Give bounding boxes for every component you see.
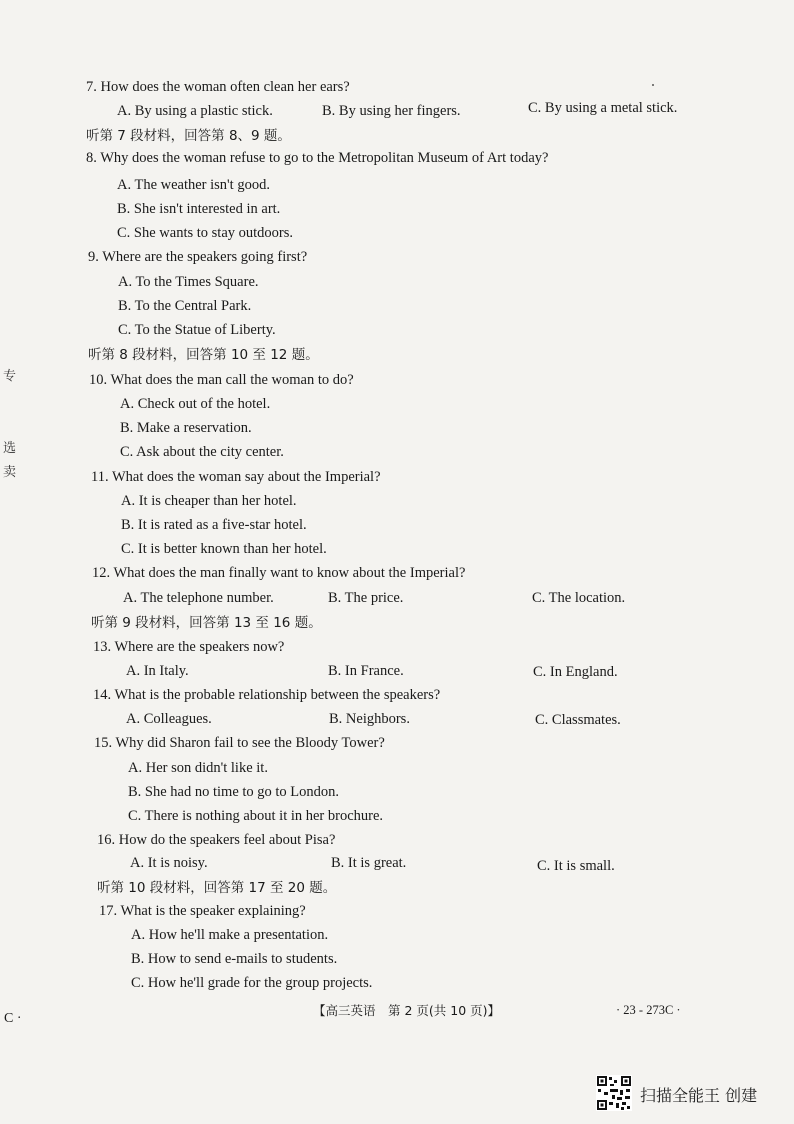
question-15: 15. Why did Sharon fail to see the Bloody Tower? <box>94 735 385 751</box>
q8-option-c: C. She wants to stay outdoors. <box>117 225 294 241</box>
question-12: 12. What does the man finally want to know about the Imperial? <box>92 565 466 581</box>
question-17: 17. What is the speaker explaining? <box>99 903 306 919</box>
section-instruction-7: 听第 7 段材料，回答第 8、9 题。 <box>86 128 291 144</box>
scanner-watermark-label: 扫描全能王 创建 <box>640 1086 758 1105</box>
q14-option-b: B. Neighbors. <box>329 711 410 727</box>
q11-option-a: A. It is cheaper than her hotel. <box>121 493 297 509</box>
q17-option-c: C. How he'll grade for the group projects. <box>131 975 373 991</box>
q8-option-b: B. She isn't interested in art. <box>117 201 281 217</box>
q12-option-a: A. The telephone number. <box>123 590 274 606</box>
q17-option-b: B. How to send e-mails to students. <box>131 951 338 967</box>
q8-option-a: A. The weather isn't good. <box>117 177 270 193</box>
question-9: 9. Where are the speakers going first? <box>88 249 308 265</box>
q10-option-a: A. Check out of the hotel. <box>120 396 271 412</box>
q7-option-a: A. By using a plastic stick. <box>117 103 273 119</box>
footer-left-mark: C · <box>4 1011 22 1026</box>
question-7: 7. How does the woman often clean her ears? <box>86 79 350 95</box>
margin-char-3: 卖 <box>3 465 17 480</box>
question-14: 14. What is the probable relationship between the speakers? <box>93 687 441 703</box>
q16-option-b: B. It is great. <box>331 855 407 871</box>
q11-option-c: C. It is better known than her hotel. <box>121 541 327 557</box>
q13-option-c: C. In England. <box>533 664 618 680</box>
speck <box>652 84 654 86</box>
q10-option-b: B. Make a reservation. <box>120 420 252 436</box>
q9-option-a: A. To the Times Square. <box>118 274 259 290</box>
q15-option-a: A. Her son didn't like it. <box>128 760 268 776</box>
q11-option-b: B. It is rated as a five-star hotel. <box>121 517 307 533</box>
question-8: 8. Why does the woman refuse to go to the Metropolitan Museum of Art today? <box>86 150 549 166</box>
q9-option-b: B. To the Central Park. <box>118 298 252 314</box>
q17-option-a: A. How he'll make a presentation. <box>131 927 329 943</box>
q13-option-a: A. In Italy. <box>126 663 189 679</box>
exam-code: · 23 - 273C · <box>616 1003 681 1017</box>
q7-option-c: C. By using a metal stick. <box>528 100 678 116</box>
q15-option-c: C. There is nothing about it in her brochure. <box>128 808 384 824</box>
qr-code-icon <box>596 1075 632 1111</box>
section-instruction-10: 听第 10 段材料，回答第 17 至 20 题。 <box>97 880 337 896</box>
margin-char-1: 专 <box>3 369 17 384</box>
q16-option-a: A. It is noisy. <box>130 855 208 871</box>
section-instruction-9: 听第 9 段材料，回答第 13 至 16 题。 <box>91 615 322 631</box>
q15-option-b: B. She had no time to go to London. <box>128 784 340 800</box>
q9-option-c: C. To the Statue of Liberty. <box>118 322 276 338</box>
q7-option-b: B. By using her fingers. <box>322 103 461 119</box>
section-instruction-8: 听第 8 段材料，回答第 10 至 12 题。 <box>88 347 319 363</box>
margin-char-2: 选 <box>3 441 17 456</box>
q13-option-b: B. In France. <box>328 663 404 679</box>
question-10: 10. What does the man call the woman to do? <box>89 372 354 388</box>
q12-option-c: C. The location. <box>532 590 626 606</box>
q16-option-c: C. It is small. <box>537 858 615 874</box>
question-11: 11. What does the woman say about the Imperial? <box>91 469 381 485</box>
question-13: 13. Where are the speakers now? <box>93 639 285 655</box>
q10-option-c: C. Ask about the city center. <box>120 444 284 460</box>
question-16: 16. How do the speakers feel about Pisa? <box>97 832 336 848</box>
q14-option-c: C. Classmates. <box>535 712 621 728</box>
q12-option-b: B. The price. <box>328 590 404 606</box>
q14-option-a: A. Colleagues. <box>126 711 212 727</box>
page-footer: 【高三英语 第 2 页(共 10 页)】 <box>313 1003 501 1018</box>
